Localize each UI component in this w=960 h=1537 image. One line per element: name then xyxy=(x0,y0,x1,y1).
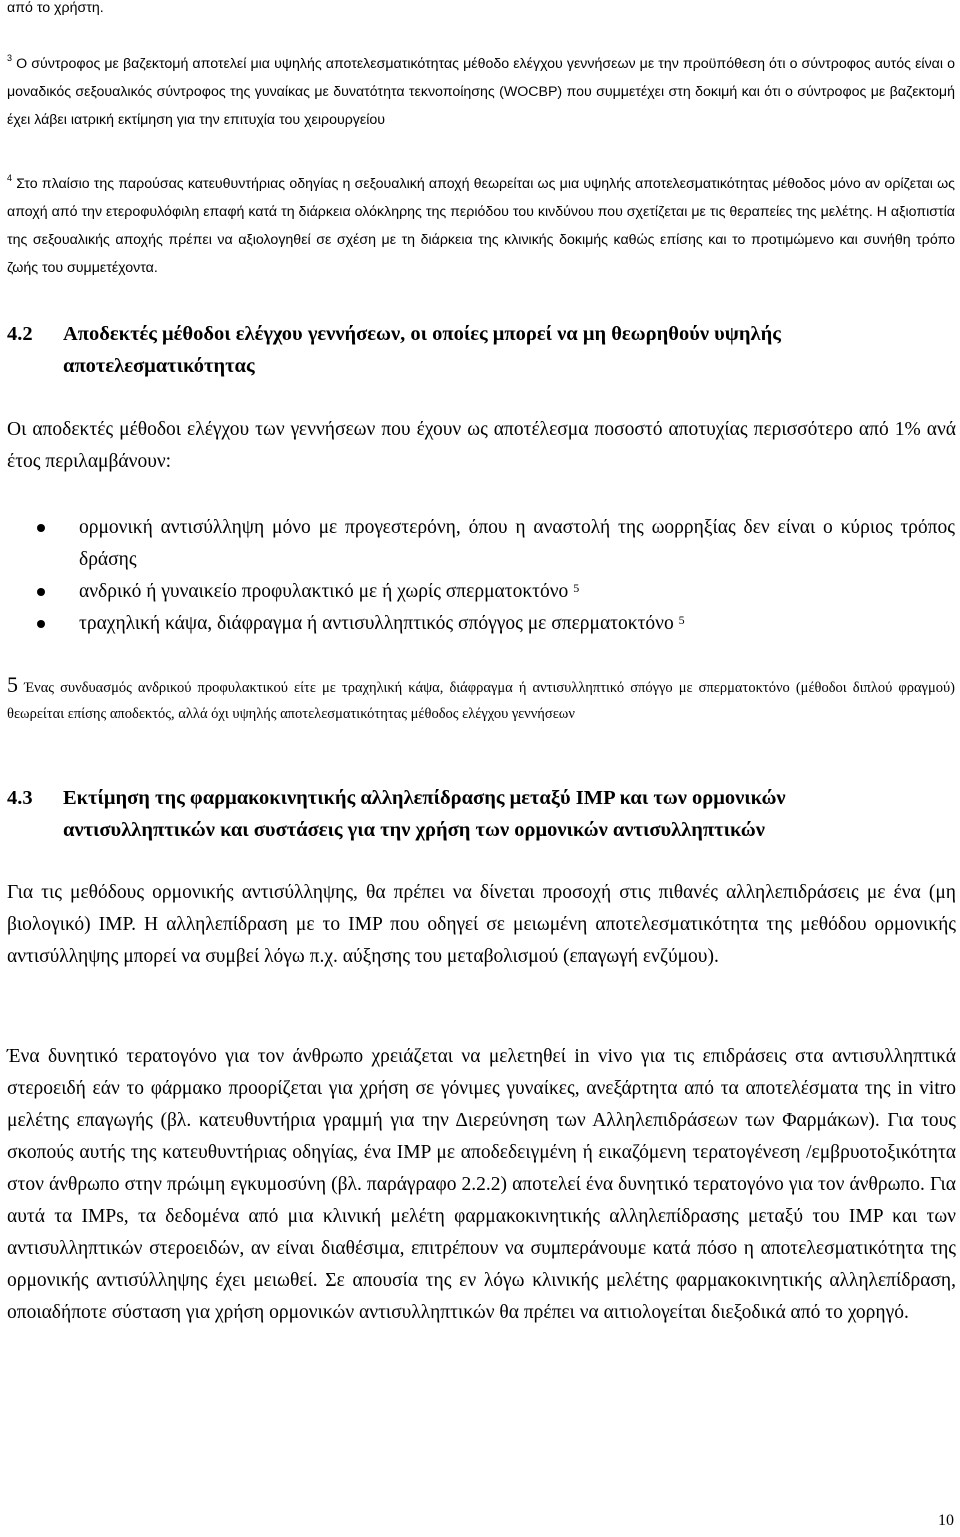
section-4-3-title-line1: Εκτίμηση της φαρμακοκινητικής αλληλεπίδρασης μεταξύ IMP και των ορμονικών xyxy=(63,787,786,809)
list-item: τραχηλική κάψα, διάφραγμα ή αντισυλληπτικός σπόγγος με σπερματοκτόνο $^5$ xyxy=(7,608,955,640)
method-list xyxy=(7,512,955,640)
top-fragment: από το χρήστη. xyxy=(7,0,104,16)
section-4-3-heading xyxy=(7,782,955,846)
bullet-icon xyxy=(37,524,45,532)
bullet-icon xyxy=(37,620,45,628)
section-4-2-title-line1: Αποδεκτές μέθοδοι ελέγχου γεννήσεων, οι οποίες μπορεί να μη θεωρηθούν υψηλής xyxy=(63,323,781,345)
section-4-2-number: 4.2 xyxy=(7,323,33,345)
section-4-2-title-line2: αποτελεσματικότητας xyxy=(63,355,255,377)
footnote-3 xyxy=(7,50,955,134)
bullet-icon xyxy=(37,588,45,596)
list-item: ορμονική αντισύλληψη μόνο με προγεστερόνη, όπου η αναστολή της ωορρηξίας δεν είναι ο κύριος τρόπος δράσης xyxy=(7,512,955,576)
section-4-3-number: 4.3 xyxy=(7,787,33,809)
footnote-4-text: Στο πλαίσιο της παρούσας κατευθυντήριας οδηγίας η σεξουαλική αποχή θεωρείται ως μια υψηλής αποτελεσματικότητας μέθοδος μόνο αν ορίζεται ως αποχή από την ετεροφυλόφιλη επαφή κατά τη διάρκεια ολόκληρης της περιόδου του κινδύνου που σχετίζεται με τις θεραπείες της μελέτης. Η αξιοπιστία της σεξουαλικής αποχής πρέπει να αξιολογηθεί σε σχέση με τη διάρκεια της κλινικής δοκιμής καθώς επίσης και το προτιμώμενο και συνήθη τρόπο ζωής του συμμετέχοντα. xyxy=(7,176,955,276)
section-4-3-paragraph-2: Ένα δυνητικό τερατογόνο για τον άνθρωπο χρειάζεται να μελετηθεί in vivo για τις επιδράσεις στα αντισυλληπτικά στεροειδή εάν το φάρμακο προορίζεται για χρήση σε γόνιμες γυναίκες, ανεξάρτητα από τα αποτελέσματα της in vitro μελέτης επαγωγής (βλ. κατευθυντήρια γραμμή για την Διερεύνηση των Αλληλεπιδράσεων των Φαρμάκων). Για τους σκοπούς αυτής της κατευθυντήριας οδηγίας, ένα IMP με αποδεδειγμένη ή εικαζόμενη τερατογένεση /εμβρυοτοξικότητα στον άνθρωπο στην πρώιμη εγκυμοσύνη (βλ. παράγραφο 2.2.2) αποτελεί ένα δυνητικό τερατογόνο για τον άνθρωπο. Για αυτά τα IMPs, τα δεδομένα από μια κλινική μελέτη φαρμακοκινητικής αλληλεπίδρασης μεταξύ του IMP και των αντισυλληπτικών στεροειδών, αν είναι διαθέσιμα, επιτρέπουν να συμπεράνουμε κατά πόσο η αποτελεσματικότητα της ορμονικής αντισύλληψης έχει μειωθεί. Σε απουσία της εν λόγω κλινικής μελέτης φαρμακοκινητικής αλληλεπίδραση, οποιαδήποτε σύσταση για χρήση ορμονικών αντισυλληπτικών θα πρέπει να αιτιολογείται διεξοδικά από το χορηγό. xyxy=(7,1046,956,1323)
section-4-2-intro: Οι αποδεκτές μέθοδοι ελέγχου των γεννήσεων που έχουν ως αποτέλεσμα ποσοστό αποτυχίας περισσότερο από 1% ανά έτος περιλαμβάνουν: xyxy=(7,419,956,472)
footnote-4-number: 4 xyxy=(7,173,13,183)
footnote-3-number: 3 xyxy=(7,53,13,63)
footnote-5-text: Ένας συνδυασμός ανδρικού προφυλακτικού είτε με τραχηλική κάψα, διάφραγμα ή αντισυλληπτικό σπόγγο με σπερματοκτόνο (μέθοδοι διπλού φραγμού) θεωρείται επίσης αποδεκτός, αλλά όχι υψηλής αποτελεσματικότητας μέθοδος ελέγχου γεννήσεων xyxy=(7,680,956,722)
section-4-3-title-line2: αντισυλληπτικών και συστάσεις για την χρήση των ορμονικών αντισυλληπτικών xyxy=(63,819,765,841)
footnote-5 xyxy=(7,672,955,727)
footnote-ref: 5 xyxy=(573,581,580,595)
footnote-ref: 5 xyxy=(678,613,685,627)
footnote-4 xyxy=(7,170,955,282)
section-4-3-paragraph-1: Για τις μεθόδους ορμονικής αντισύλληψης, θα πρέπει να δίνεται προσοχή στις πιθανές αλληλεπιδράσεις με ένα (μη βιολογικό) IMP. Η αλληλεπίδραση με το IMP που οδηγεί σε μειωμένη αποτελεσματικότητα της μεθόδου ορμονικής αντισύλληψης μπορεί να συμβεί λόγω π.χ. αύξησης του μεταβολισμού (επαγωγή ενζύμου). xyxy=(7,882,956,967)
footnote-5-number: 5 xyxy=(7,672,18,697)
section-4-2-heading xyxy=(7,318,955,382)
footnote-3-text: Ο σύντροφος με βαζεκτομή αποτελεί μια υψηλής αποτελεσματικότητας μέθοδο ελέγχου γεννήσεων με την προϋπόθεση ότι ο σύντροφος αυτός είναι ο μοναδικός σεξουαλικός σύντροφος της γυναίκας με δυνατότητα τεκνοποίησης (WOCBP) που συμμετέχει στη δοκιμή και ότι ο σύντροφος με βαζεκτομή έχει λάβει ιατρική εκτίμηση για την επιτυχία του χειρουργείου xyxy=(7,56,955,128)
list-item: ανδρικό ή γυναικείο προφυλακτικό με ή χωρίς σπερματοκτόνο $^5$ xyxy=(7,576,955,608)
page-number: 10 xyxy=(938,1512,954,1529)
